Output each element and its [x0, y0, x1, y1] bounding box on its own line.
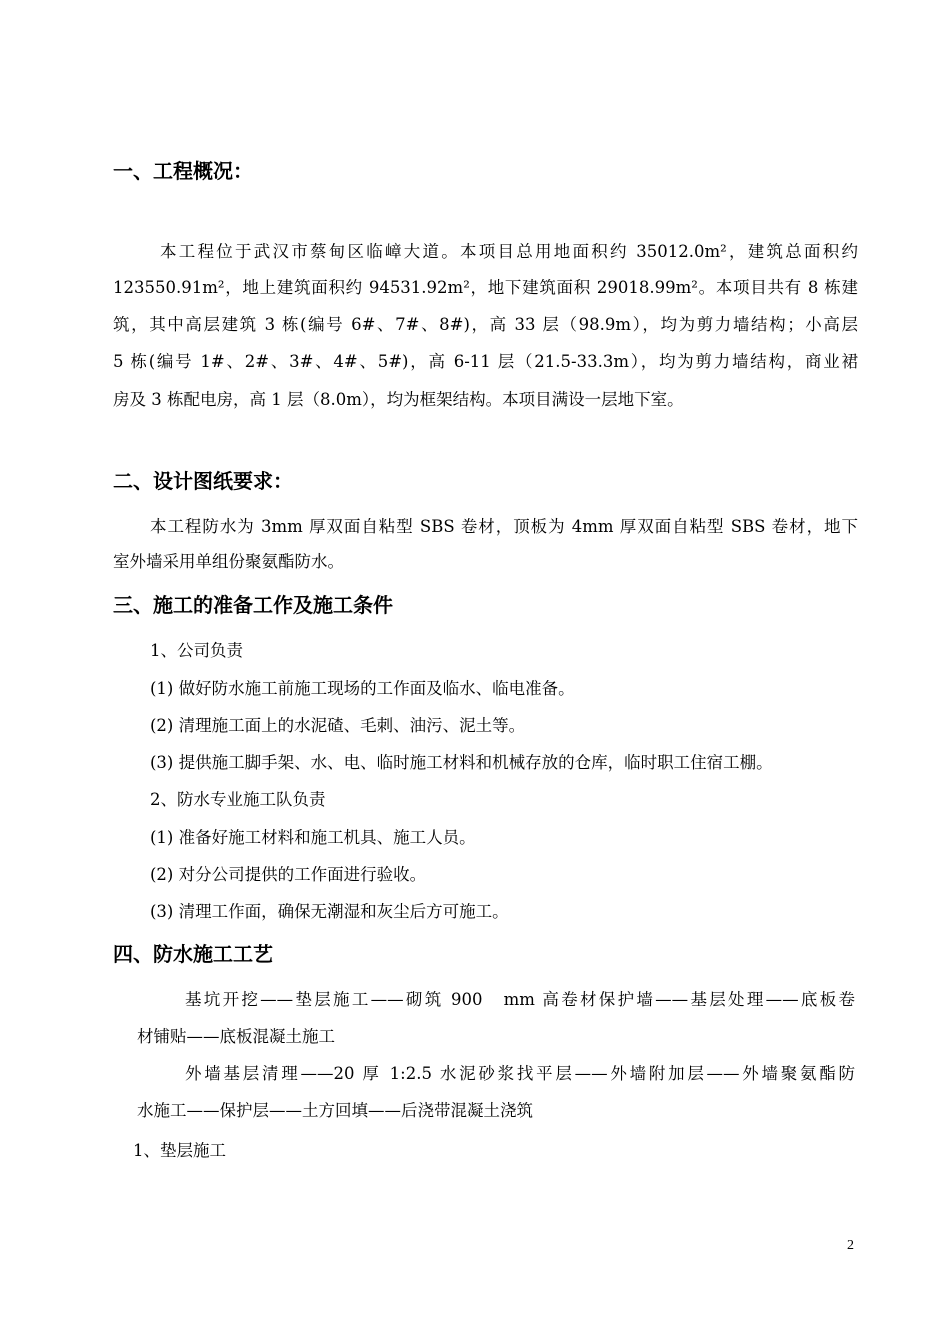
subsection-heading: 1、垫层施工	[133, 1141, 226, 1160]
paragraph-line: 123550.91m²，地上建筑面积约 94531.92m²，地下建筑面积 29018.99m²。本项目共有 8 栋建	[113, 278, 858, 297]
list-item: (1) 做好防水施工前施工现场的工作面及临水、临电准备。	[150, 679, 575, 698]
list-item: 1、公司负责	[150, 641, 243, 660]
list-item: (2) 对分公司提供的工作面进行验收。	[150, 865, 427, 884]
paragraph-line: 本工程位于武汉市蔡甸区临嶂大道。本项目总用地面积约 35012.0m²，建筑总面积约	[160, 242, 858, 261]
paragraph-line: 筑，其中高层建筑 3 栋(编号 6#、7#、8#)，高 33 层（98.9m），均为剪力墙结构；小高层	[113, 315, 858, 334]
page-number: 2	[847, 1238, 854, 1253]
paragraph-line: 室外墙采用单组份聚氨酯防水。	[113, 552, 344, 571]
list-item: (2) 清理施工面上的水泥碴、毛刺、油污、泥土等。	[150, 716, 526, 735]
paragraph-line: 本工程防水为 3mm 厚双面自粘型 SBS 卷材，顶板为 4mm 厚双面自粘型 SBS 卷材，地下	[150, 517, 858, 536]
section-heading-design-requirements: 二、设计图纸要求：	[113, 469, 293, 493]
list-item: (1) 准备好施工材料和施工机具、施工人员。	[150, 828, 476, 847]
section-heading-preparation: 三、施工的准备工作及施工条件	[113, 593, 393, 617]
section-heading-overview: 一、工程概况：	[113, 159, 253, 183]
section-heading-construction-process: 四、防水施工工艺	[113, 942, 273, 966]
paragraph-line: 基坑开挖——垫层施工——砌筑 900 mm 高卷材保护墙——基层处理——底板卷	[185, 990, 855, 1009]
paragraph-line: 材铺贴——底板混凝土施工	[137, 1027, 335, 1046]
paragraph-line: 外墙基层清理——20 厚 1:2.5 水泥砂浆找平层——外墙附加层——外墙聚氨酯防	[185, 1064, 855, 1083]
paragraph-line: 房及 3 栋配电房，高 1 层（8.0m），均为框架结构。本项目满设一层地下室。	[113, 390, 684, 409]
list-item: 2、防水专业施工队负责	[150, 790, 326, 809]
list-item: (3) 清理工作面，确保无潮湿和灰尘后方可施工。	[150, 902, 509, 921]
paragraph-line: 水施工——保护层——土方回填——后浇带混凝土浇筑	[137, 1101, 533, 1120]
list-item: (3) 提供施工脚手架、水、电、临时施工材料和机械存放的仓库，临时职工住宿工棚。	[150, 753, 773, 772]
paragraph-line: 5 栋(编号 1#、2#、3#、4#、5#)，高 6-11 层（21.5-33.3m），均为剪力墙结构，商业裙	[113, 352, 858, 371]
